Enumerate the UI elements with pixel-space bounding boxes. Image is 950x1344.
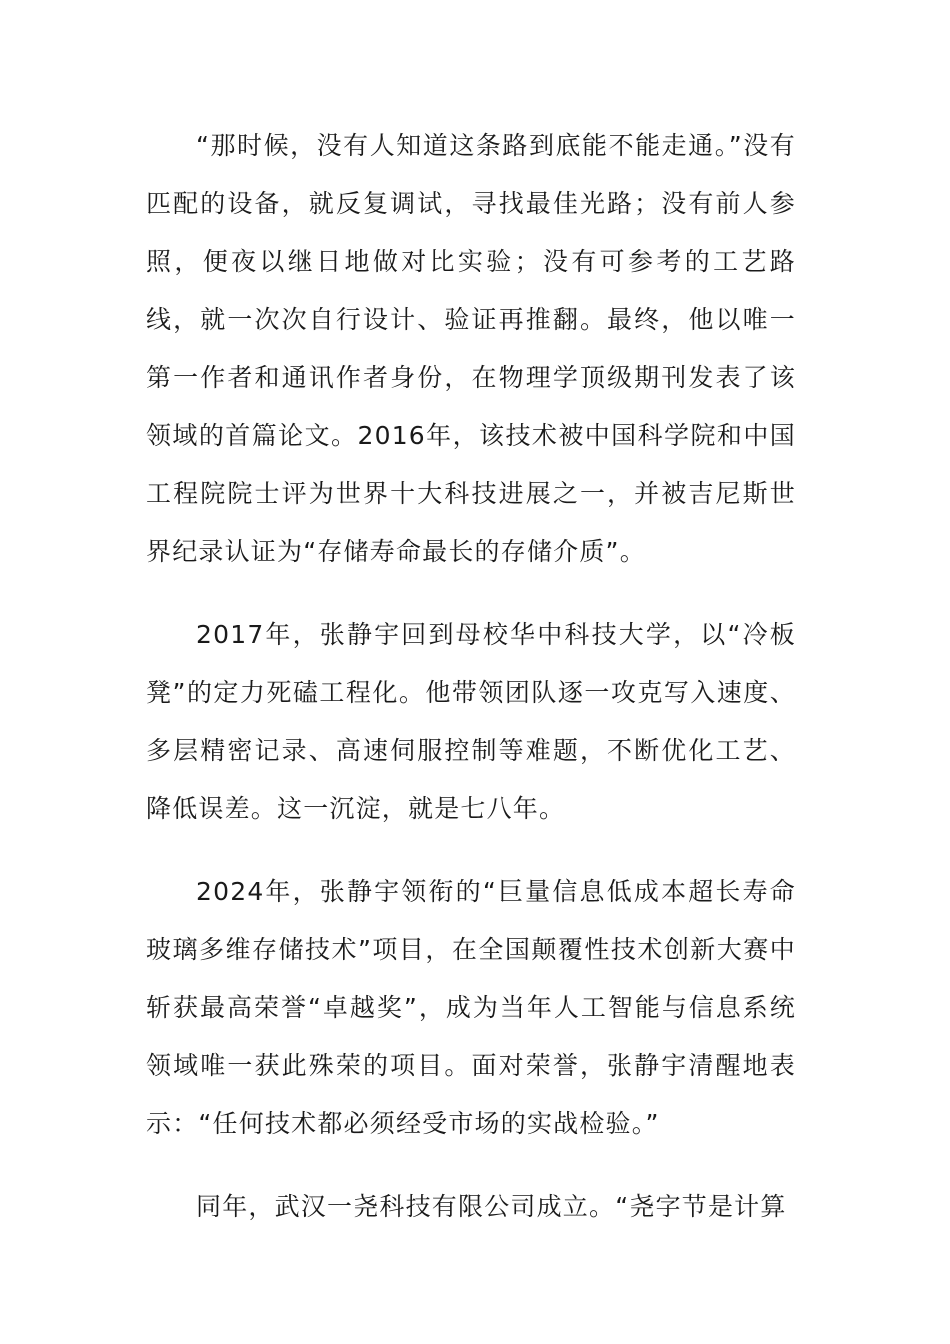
paragraph-3: 2024年，张静宇领衔的“巨量信息低成本超长寿命玻璃多维存储技术”项目，在全国颠覆性技术创新大赛中斩获最高荣誉“卓越奖”，成为当年人工智能与信息系统领域唯一获此殊荣的项目。面对荣誉，张静宇清醒地表示：“任何技术都必须经受市场的实战检验。” [146, 877, 796, 1138]
paragraph-2: 2017年，张静宇回到母校华中科技大学，以“冷板凳”的定力死磕工程化。他带领团队逐一攻克写入速度、多层精密记录、高速伺服控制等难题，不断优化工艺、降低误差。这一沉淀，就是七八年。 [146, 620, 796, 823]
paragraph-4: 同年，武汉一尧科技有限公司成立。“尧字节是计算 [196, 1192, 787, 1221]
paragraph-1: “那时候，没有人知道这条路到底能不能走通。”没有匹配的设备，就反复调试，寻找最佳光路；没有前人参照，便夜以继日地做对比实验；没有可参考的工艺路线，就一次次自行设计、验证再推翻。最终，他以唯一第一作者和通讯作者身份，在物理学顶级期刊发表了该领域的首篇论文。2016年，该技术被中国科学院和中国工程院院士评为世界十大科技进展之一，并被吉尼斯世界纪录认证为“存储寿命最长的存储介质”。 [146, 131, 796, 566]
article-body [146, 117, 796, 1261]
